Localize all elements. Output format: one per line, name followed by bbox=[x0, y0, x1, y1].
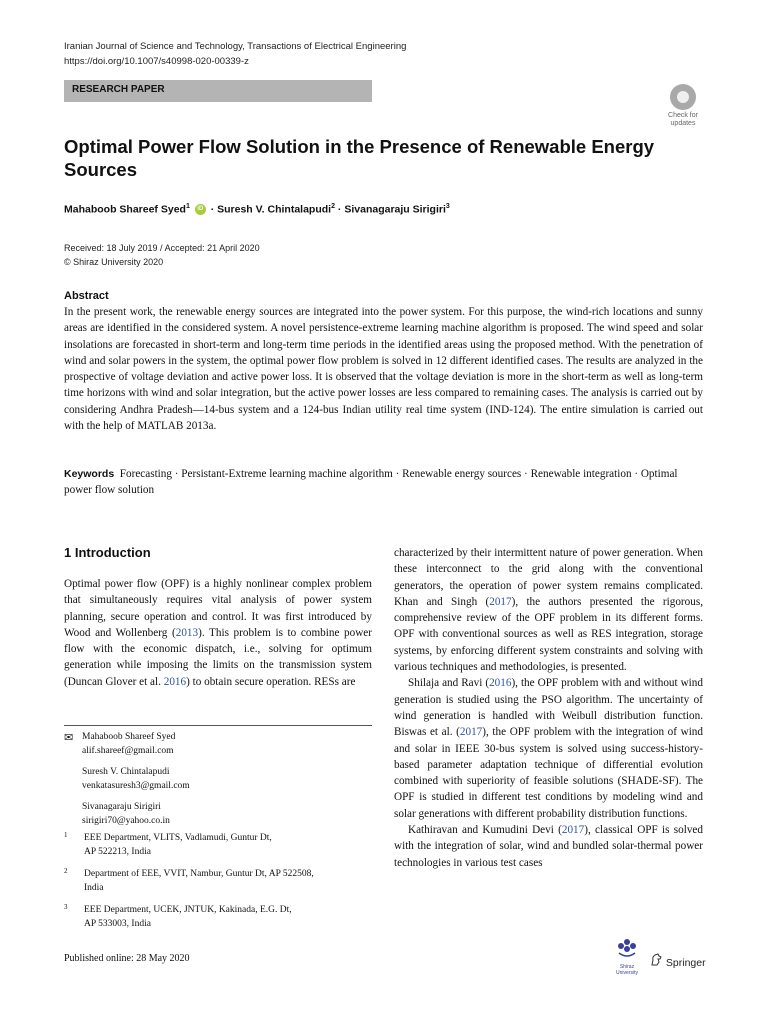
orcid-icon[interactable]: iD bbox=[195, 204, 206, 215]
affiliation-line: EEE Department, VLITS, Vadlamudi, Guntur Dt, bbox=[84, 833, 272, 843]
author-affiliation-mark: 1 bbox=[185, 203, 190, 210]
affiliation-line: EEE Department, UCEK, JNTUK, Kakinada, E.G. Dt, bbox=[84, 905, 292, 915]
author-name[interactable]: Sivanagaraju Sirigiri bbox=[344, 203, 446, 216]
abstract-text: In the present work, the renewable energy sources are integrated into the power system. For this purpose, the wind-rich locations and sunny areas are identified in the considered system. A novel persistence-extreme learning machine algorithm is proposed. The wind speed and solar insolations are forecasted in short-term and long-term time periods in the identified areas using the proposed method. With the penetration of wind and solar powers in the system, the optimal power flow problem is solved in 12 different identified cases. The results are analyzed in the prospective of voltage deviation and active power loss. It is observed that the voltage deviation is more in the short-term as well as long-term time horizons with wind and solar integration, but the active power losses are less compared to remaining cases. The analysis is carried out by considering Andhra Pradesh—14-bus system and a 124-bus Indian utility real time system (IND-124). The entire simulation is carried out with the help of MATLAB 2013a. bbox=[64, 306, 703, 433]
author-list bbox=[64, 203, 450, 216]
affiliations bbox=[64, 832, 372, 940]
received-accepted-dates: Received: 18 July 2019 / Accepted: 21 April 2020 bbox=[64, 243, 260, 253]
affiliation-number: 2 bbox=[64, 867, 68, 875]
check-for-updates-label: Check for updates bbox=[668, 112, 698, 127]
keywords-label: Keywords bbox=[64, 468, 115, 480]
body-paragraph bbox=[394, 545, 703, 675]
body-text: Optimal power flow (OPF) is a highly nonlinear complex problem that simultaneously requires vital analysis of power system planning, secure operation and control. It was first introduced by Wood and Wollenberg ( bbox=[64, 578, 372, 639]
contact-email[interactable]: sirigiri70@yahoo.co.in bbox=[82, 815, 170, 826]
keywords-text: Forecasting · Persistant-Extreme learning machine algorithm · Renewable energy sources · Renewable integration · Optimal power flow solution bbox=[64, 468, 678, 497]
contact-email[interactable]: alif.shareef@gmail.com bbox=[82, 745, 174, 756]
author-contact bbox=[64, 801, 372, 828]
author-name[interactable]: Suresh V. Chintalapudi bbox=[217, 203, 332, 216]
contact-name: Suresh V. Chintalapudi bbox=[82, 767, 170, 777]
author-contact bbox=[64, 731, 372, 758]
body-text: Kathiravan and Kumudini Devi ( bbox=[408, 824, 562, 837]
citation-link[interactable]: 2017 bbox=[489, 595, 512, 608]
contact-email[interactable]: venkatasuresh3@gmail.com bbox=[82, 780, 190, 791]
right-column bbox=[394, 545, 703, 871]
body-paragraph bbox=[394, 822, 703, 871]
contact-name: Sivanagaraju Sirigiri bbox=[82, 802, 161, 812]
footnote-divider bbox=[64, 725, 372, 726]
body-text: Shilaja and Ravi ( bbox=[408, 677, 490, 690]
affiliation bbox=[64, 904, 372, 931]
affiliation-number: 3 bbox=[64, 903, 68, 911]
citation-link[interactable]: 2017 bbox=[459, 726, 483, 739]
university-emblem-icon bbox=[614, 937, 640, 959]
citation-link[interactable]: 2013 bbox=[175, 626, 199, 639]
affiliation bbox=[64, 832, 372, 859]
affiliation-line: AP 522213, India bbox=[84, 846, 151, 857]
copyright-line: © Shiraz University 2020 bbox=[64, 257, 164, 267]
article-type-badge: RESEARCH PAPER bbox=[64, 80, 372, 102]
author-contacts bbox=[64, 731, 372, 836]
publisher-logo bbox=[650, 953, 706, 969]
body-text: ) to obtain secure operation. RESs are bbox=[186, 675, 356, 688]
doi-link[interactable]: https://doi.org/10.1007/s40998-020-00339-z bbox=[64, 56, 249, 67]
citation-link[interactable]: 2017 bbox=[561, 824, 585, 837]
citation-link[interactable]: 2016 bbox=[163, 675, 187, 688]
body-text: ), the OPF problem with and without wind generation is studied using the PSO algorithm. The uncertainty of wind generation is handled with Weibull distribution function. Biswas et al. ( bbox=[394, 677, 703, 739]
author-name[interactable]: Mahaboob Shareef Syed bbox=[64, 203, 186, 216]
university-logo bbox=[610, 937, 644, 976]
keywords bbox=[64, 466, 703, 499]
affiliation-line: AP 533003, India bbox=[84, 918, 151, 929]
affiliation bbox=[64, 868, 372, 895]
paper-title: Optimal Power Flow Solution in the Presence of Renewable Energy Sources bbox=[64, 136, 655, 180]
body-paragraph bbox=[394, 675, 703, 822]
author-contact bbox=[64, 766, 372, 793]
article-dates bbox=[64, 241, 260, 269]
affiliation-line: Department of EEE, VVIT, Nambur, Guntur Dt, AP 522508, bbox=[84, 869, 314, 879]
affiliation-line: India bbox=[84, 882, 104, 893]
intro-paragraph bbox=[64, 576, 372, 690]
journal-name: Iranian Journal of Science and Technology, Transactions of Electrical Engineering bbox=[64, 41, 407, 52]
body-text: characterized by their intermittent nature of power generation. When these interconnect to the grid along with the conventional generators, the operation of power system remains complicated. Khan and Singh ( bbox=[394, 547, 703, 608]
citation-link[interactable]: 2016 bbox=[489, 677, 512, 690]
body-text: ), the authors presented the rigorous, comprehensive review of the OPF problem in its different forms. OPF with conventional sources as well as RES integration, storage systems, by enforcing different system constraints and solving with various techniques and methodologies, is presented. bbox=[394, 595, 703, 674]
body-text: ), classical OPF is solved with the integration of solar, wind and bundled solar-thermal power technologies in various test cases bbox=[394, 824, 703, 869]
published-date: Published online: 28 May 2020 bbox=[64, 953, 190, 964]
section-heading-introduction: 1 Introduction bbox=[64, 545, 151, 560]
affiliation-number: 1 bbox=[64, 831, 68, 839]
body-text: ). This problem is to combine power flow with the economic dispatch, i.e., solving for optimum generation while imposing the limits on the transmission system (Duncan Glover et al. bbox=[64, 626, 373, 688]
publisher-name: Springer bbox=[665, 957, 706, 969]
author-separator: · bbox=[207, 203, 218, 216]
university-logo-label: Shiraz University bbox=[616, 964, 638, 976]
check-for-updates-button[interactable] bbox=[660, 84, 706, 128]
abstract-heading: Abstract bbox=[64, 290, 109, 302]
author-separator: · bbox=[335, 203, 345, 216]
body-text: ), the OPF problem with the integration of wind and solar in IEEE 30-bus system is solved using success-history-based parameter adaptation technique of differential evolution combined with superiority of feasible solutions (SHADE-SF). The OPF is studied in different test conditions by modeling wind and solar generations with different probability distribution functions. bbox=[394, 726, 703, 820]
envelope-icon: ✉ bbox=[64, 732, 74, 744]
contact-name: Mahaboob Shareef Syed bbox=[82, 732, 176, 742]
author-affiliation-mark: 3 bbox=[445, 203, 450, 210]
springer-horse-icon bbox=[650, 953, 663, 966]
author-affiliation-mark: 2 bbox=[331, 203, 335, 210]
check-for-updates-icon bbox=[670, 84, 696, 110]
